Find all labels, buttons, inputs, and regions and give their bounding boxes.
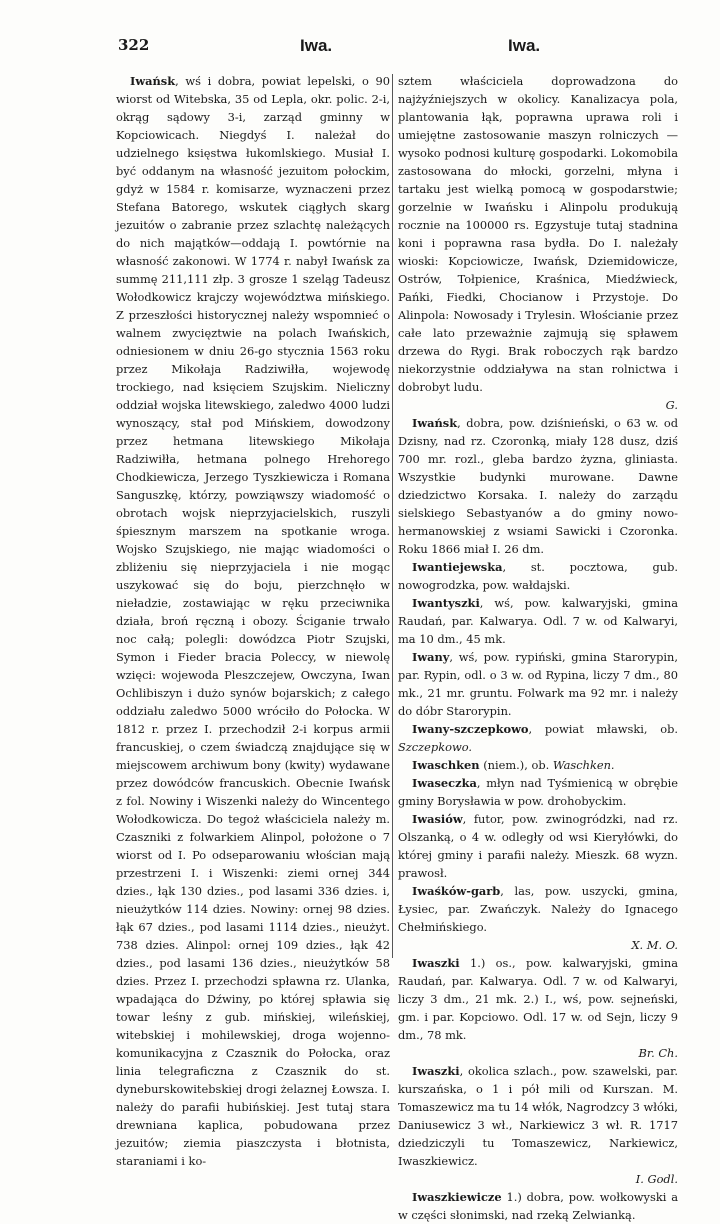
entry-signature: I. Godl. [635,1172,678,1186]
page-number: 322 [118,36,150,54]
running-head-left: Iwa. [300,36,333,55]
entry [398,1062,678,1170]
entry-text: , okolica szlach., pow. szawelski, par. kurszańska, o 1 i pół mili od Kurszan. M. Tomaszewicz ma tu 14 włók, Nagrodzcy 3 włóki, Daniusewicz 3 wł., Narkiewicz 3 wł. R. 1717 dziedziczyli tu Tomaszewicz, Narkiewicz, Iwaszkiewicz. [398,1064,678,1168]
entry [398,558,678,594]
right-column [398,72,678,1224]
entry [398,774,678,810]
entry-headword: Iwańsk [412,416,458,430]
entry [398,1188,678,1224]
entry-text: , futor, pow. zwinogródzki, nad rz. Olszanką, o 4 w. odległy od wsi Kieryłówki, do której gminy i parafii należy. Mieszk. 68 wyzn. prawosł. [398,812,678,880]
entry-headword: Iwany [412,650,450,664]
entry-continuation [398,72,678,396]
entry-text: , dobra, pow. dziśnieński, o 63 w. od Dzisny, nad rz. Czoronką, miały 128 dusz, dziś 700 mr. rozl., gleba bardzo żyzna, gliniasta. Wszystkie budynki murowane. Dawne dziedzictwo Korsaka. I. należy do zarządu sielskiego Sebastyanów a do gminy nowo-hermanowskiej z wsiami Sawicki i Czoronka. Roku 1866 miał I. 26 dm. [398,416,678,556]
entry-text: , st. pocztowa, gub. nowogrodzka, pow. wałdajski. [398,560,678,592]
entry-text: 1.) dobra, pow. wołkowyski a w części słonimski, nad rzeką Zelwianką. [398,1190,678,1222]
entry [398,882,678,936]
entry-text: 1.) os., pow. kalwaryjski, gmina Raudań, par. Kalwarya. Odl. 7 w. od Kalwaryi, liczy 3 dm., 21 mk. 2.) I., wś, pow. sejneński, gm. i par. Kopciowo. Odl. 17 w. od Sejn, liczy 9 dm., 78 mk. [398,956,678,1042]
entry-headword: Iwaszkiewicze [412,1190,502,1204]
entry [398,954,678,1044]
entry-headword: Iwaśków-garb [412,884,501,898]
entry-text: , powiat mławski, ob. [528,722,678,736]
entry [398,648,678,720]
entry [398,756,678,774]
running-head-right: Iwa. [508,36,541,55]
entry-text: , wś, pow. kalwaryjski, gmina Raudań, par. Kalwarya. Odl. 7 w. od Kalwaryi, ma 10 dm., 45 mk. [398,596,678,646]
entry-text: sztem właściciela doprowadzona do najżyźniejszych w okolicy. Kanalizacya pola, plantowania łąk, poprawna uprawa roli i umiejętne zastosowanie maszyn rolniczych — wysoko podnosi kulturę gospodarki. Lokomobila zastosowana do młocki, gorzelni, młyna i tartaku jest wielką pomocą w gospodarstwie; gorzelnie w Iwańsku i Alinpolu produkują rocznie na 100000 rs. Egzystuje tutaj stadnina koni i poprawna rasa bydła. Do I. należały wioski: Kopciowicze, Iwańsk, Dziemidowicze, Ostrów, Tołpienice, Kraśnica, Miedźwieck, Pańki, Fiedki, Chocianow i Przystoje. Do Alinpola: Nowosady i Trylesin. Włościanie przez całe lato przeważnie zajmują się spławem drzewa do Rygi. Brak roboczych rąk bardzo niekorzystnie oddziaływa na stan rolnictwa i dobrobyt ludu. [398,74,678,394]
entry-text: , młyn nad Tyśmienicą w obrębie gminy Borysławia w pow. drohobyckim. [398,776,678,808]
entry-headword: Iwantyszki [412,596,480,610]
entry-headword: Iwasiów [412,812,463,826]
entry-headword: Iwantiejewska [412,560,503,574]
entry-signature: G. [665,398,678,412]
entry [116,72,390,1170]
entry-text: , wś, pow. rypiński, gmina Starorypin, par. Rypin, odl. o 3 w. od Rypina, liczy 7 dm., 80 mk., 21 mr. gruntu. Folwark ma 92 mr. i należy do dóbr Starorypin. [398,650,678,718]
entry-text: (niem.), ob. [479,758,553,772]
entry-headword: Iwaschken [412,758,480,772]
entry-headword: Iwaszki [412,1064,460,1078]
entry-signature: Br. Ch. [638,1046,678,1060]
entry-text: , las, pow. uszycki, gmina, Łysiec, par. Zwańczyk. Należy do Ignacego Chełmińskiego. [398,884,678,934]
entry-signature: X. M. O. [631,938,678,952]
left-column [116,72,390,1170]
entry-headword: Iwańsk [130,74,176,88]
entry-text: , wś i dobra, powiat lepelski, o 90 wiorst od Witebska, 35 od Lepla, okr. polic. 2-i, okrąg sądowy 3-i, zarząd gminny w Kopciowicach. Niegdyś I. należał do udzielnego księstwa łukomlskiego. Musiał I. być oddanym na własność jezuitom połockim, gdyż w 1584 r. komisarze, wyznaczeni przez Stefana Batorego, wskutek ciągłych skarg jezuitów o zabranie przez szlachtę należących do nich majątków—oddają I. powtórnie na własność zakonowi. W 1774 r. nabył Iwańsk za summę 211,111 złp. 3 grosze 1 szeląg Tadeusz Wołodkowicz krajczy województwa mińskiego. Z przeszłości historycznej należy wspomnieć o walnem zwycięztwie na polach Iwańskich, odniesionem w dniu 26-go stycznia 1563 roku przez Mikołaja Radziwiłła, wojewodę trockiego, nad księciem Szujskim. Nieliczny oddział wojska litewskiego, zaledwo 4000 ludzi wynoszący, stał pod Mińskiem, dowodzony przez hetmana litewskiego Mikołaja Radziwiłła, hetmana polnego Hrehorego Chodkiewicza, Jerzego Tyszkiewicza i Romana Sanguszkę, którzy, powziąwszy wiadomość o obrotach wojsk nieprzyjacielskich, ruszyli śpiesznym marszem na spotkanie wroga. Wojsko Szujskiego, nie mając wiadomości o zbliżeniu się nieprzyjaciela i nie mogąc uszykować się do boju, pierzchnęło w nieładzie, zostawiając w ręku przeciwnika działa, broń ręczną i obozy. Ściganie trwało noc całą; polegli: dowódzca Piotr Szujski, Symon i Fieder bracia Poleccy, w niewolę wzięci: wojewoda Pleszczejew, Owczyna, Iwan Ochlibiszyn i dużo synów bojarskich; z całego oddziału zaledwo 5000 wróciło do Połocka. W 1812 r. przez I. przechodził 2-i korpus armii francuskiej, o czem świadczą znajdujące się w miejscowem archiwum bony (kwity) wydawane przez dowódców francuskich. Obecnie Iwańsk z fol. Nowiny i Wiszenki należy do Wincentego Wołodkowicza. Do tegoż właściciela należy m. Czaszniki z folwarkiem Alinpol, położone o 7 wiorst od I. Po odseparowaniu włościan mają przestrzeni I. i Wiszenki: ziemi ornej 344 dzies., łąk 130 dzies., pod lasami 336 dzies. i, nieużytków 114 dzies. Nowiny: ornej 98 dzies. łąk 67 dzies., pod lasami 1114 dzies., nieużyt. 738 dzies. Alinpol: ornej 109 dzies., łąk 42 dzies., pod lasami 136 dzies., nieużytków 58 dzies. Przez I. przechodzi spławna rz. Ulanka, wpadająca do Dźwiny, po której spławia się towar leśny z gub. mińskiej, wileńskiej, witebskiej i mohilewskiej, droga wojenno-komunikacyjna z Czasznik do Połocka, oraz linia telegraficzna z Czasznik do st. dyneburskowitebskiej drogi żelaznej Łowsza. I. należy do parafii hubińskiej. Jest tutaj stara drewniana kaplica, pobudowana przez jezuitów; ziemia piaszczysta i błotnista, staraniami i ko- [116,74,390,1168]
entry [398,720,678,756]
entry [398,414,678,558]
column-divider [392,74,393,958]
entry-crossref: Szczepkowo. [398,740,473,754]
entry-headword: Iwaseczka [412,776,477,790]
entry-crossref: Waschken. [552,758,615,772]
entry [398,594,678,648]
entry-headword: Iwany-szczepkowo [412,722,529,736]
entry [398,810,678,882]
entry-headword: Iwaszki [412,956,460,970]
